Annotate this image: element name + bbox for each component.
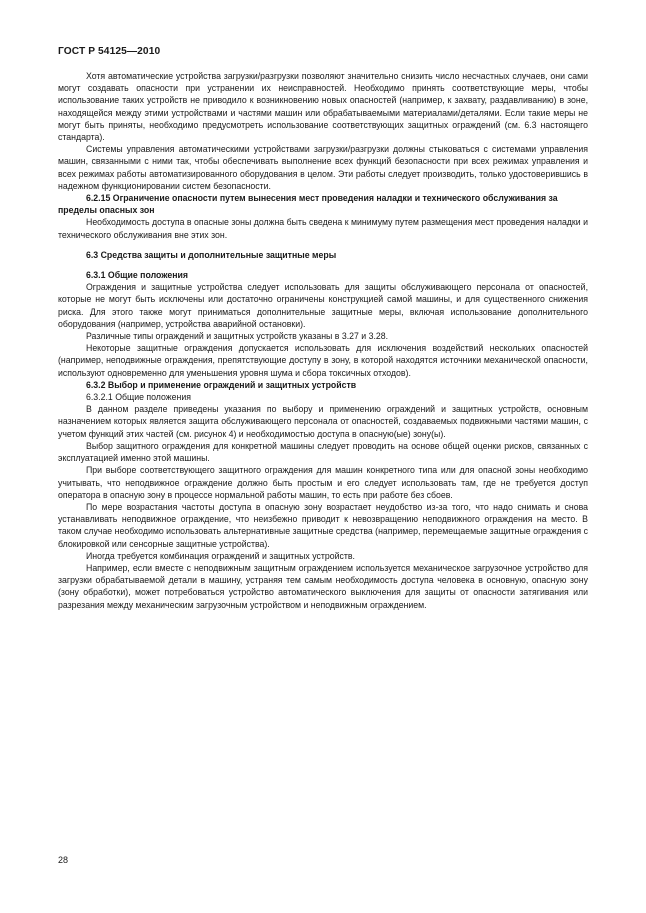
paragraph: Выбор защитного ограждения для конкретной машины следует проводить на основе общей оценки рисков, связанных с эксплуатацией именно этой машины. — [58, 440, 588, 464]
paragraph: Некоторые защитные ограждения допускается использовать для исключения воздействий нескольких опасностей (например, неподвижные ограждения, препятствующие доступу в зону, в которой находятся источники механической опасности, используют одновременно для уменьшения уровня шума и сбора токсичных отходов). — [58, 343, 588, 378]
section-heading-6-3-2: 6.3.2 Выбор и применение ограждений и защитных устройств — [86, 379, 357, 390]
paragraph: Иногда требуется комбинация ограждений и защитных устройств. — [86, 550, 355, 561]
paragraph: Различные типы ограждений и защитных устройств указаны в 3.27 и 3.28. — [86, 331, 389, 342]
paragraph: Ограждения и защитные устройства следует использовать для защиты обслуживающего персонала от опасностей, которые не могут быть исключены или достаточно ограничены конструкцией самой машины, и для существенного снижения риска. Для этого также могут приниматься дополнительные защитные меры, включая использование дополнительного оборудования (например, устройства аварийной остановки). — [58, 282, 588, 329]
paragraph: В данном разделе приведены указания по выбору и применению ограждений и защитных устройств, основным назначением которых является защита обслуживающего персонала от опасностей, создаваемых подвижными частями машин, с учетом функций этих частей (см. рисунок 4) и необходимостью доступа в опасную(ые) зону(ы). — [58, 404, 588, 439]
section-heading-6-3-2-1: 6.3.2.1 Общие положения — [86, 392, 191, 403]
paragraph: При выборе соответствующего защитного ограждения для машин конкретного типа или для опасной зоны необходимо учитывать, что неподвижное ограждение должно быть простым и его следует использовать там, где не требуется доступ оператора в опасную зону в процессе нормальной работы машин, то есть при работе без сбоев. — [58, 465, 588, 500]
section-heading-6-3-1: 6.3.1 Общие положения — [86, 270, 188, 281]
paragraph: Системы управления автоматическими устройствами загрузки/разгрузки должны стыковаться с системами управления машин, связанными с ними так, чтобы обеспечивать выполнение всех функций безопасности при всех режимах управления и всех режимах работы автоматизированного оборудования в целом. Эти работы следует производить, только удостоверившись в надежном функционировании систем безопасности. — [58, 144, 588, 191]
paragraph: Например, если вместе с неподвижным защитным ограждением используется механическое загрузочное устройство для загрузки обрабатываемой детали в машину, устраняя тем самым необходимость доступа человека в основную, опасную зону (зону обработки), может потребоваться устройство автоматического выключения для защиты от опасности затягивания или разрезания между механическим загрузочным устройством и неподвижным ограждением. — [58, 562, 588, 610]
section-heading-6-2-15: 6.2.15 Ограничение опасности путем вынесения мест проведения наладки и технического обслуживания за пределы опасных зон — [58, 193, 558, 216]
page-number: 28 — [58, 855, 69, 865]
paragraph: По мере возрастания частоты доступа в опасную зону возрастает неудобство из-за того, что надо снимать и снова устанавливать неподвижное ограждение, что неизбежно приводит к невозвращению неподвижного ограждения на место. В таком случае необходимо использовать альтернативные защитные средства (например, перемещаемые защитные ограждения с блокировкой или сенсорные защитные устройства). — [58, 501, 588, 549]
section-heading-6-3: 6.3 Средства защиты и дополнительные защитные меры — [86, 249, 337, 260]
document-header: ГОСТ Р 54125—2010 — [58, 46, 161, 57]
paragraph: Необходимость доступа в опасные зоны должна быть сведена к минимуму путем размещения мест проведения наладки и технического обслуживания вне этих зон. — [58, 217, 588, 240]
document-body — [58, 70, 588, 611]
paragraph: Хотя автоматические устройства загрузки/разгрузки позволяют значительно снизить число несчастных случаев, они сами могут создавать опасности при устранении их неисправностей. Необходимо принять соответствующие меры, чтобы использование таких устройств не приводило к возникновению новых опасностей (например, к захвату, раздавливанию) в зоне, находящейся между этими устройствами и частями машин или обрабатываемыми материалами/деталями. Если такие меры не могут быть приняты, необходимо предусмотреть использование соответствующих защитных ограждений (см. 6.3 настоящего стандарта). — [58, 71, 588, 143]
